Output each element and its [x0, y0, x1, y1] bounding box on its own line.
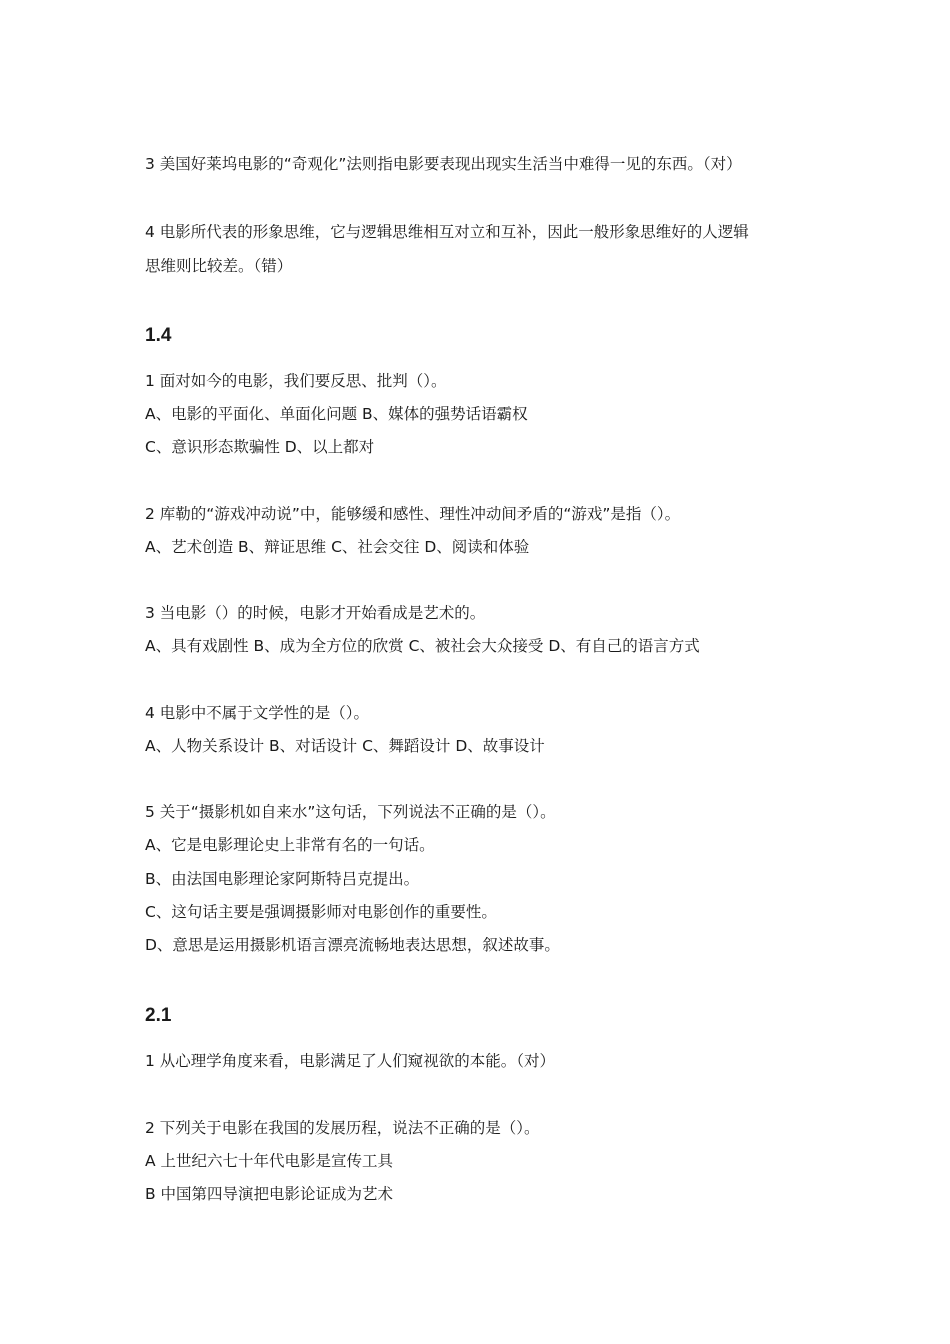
question-4-statement-line1: 4 电影所代表的形象思维，它与逻辑思维相互对立和互补，因此一般形象思维好的人逻辑 [145, 223, 749, 241]
question-3-statement: 3 美国好莱坞电影的“奇观化”法则指电影要表现出现实生活当中难得一见的东西。（对） [145, 155, 742, 173]
question-5-stem: 5 关于“摄影机如自来水”这句话，下列说法不正确的是（）。 [145, 803, 556, 821]
question-4-options: A、人物关系设计 B、对话设计 C、舞蹈设计 D、故事设计 [145, 737, 545, 755]
question-2-stem: 2 库勒的“游戏冲动说”中，能够缓和感性、理性冲动间矛盾的“游戏”是指（）。 [145, 505, 681, 523]
question-5-option-c: C、这句话主要是强调摄影师对电影创作的重要性。 [145, 903, 497, 921]
question-3-stem: 3 当电影（）的时候，电影才开始看成是艺术的。 [145, 604, 486, 622]
question-2-option-a-2-1: A 上世纪六七十年代电影是宣传工具 [145, 1152, 394, 1170]
question-5-option-a: A、它是电影理论史上非常有名的一句话。 [145, 836, 435, 854]
question-1-stem: 1 面对如今的电影，我们要反思、批判（）。 [145, 372, 447, 390]
question-2-option-b-2-1: B 中国第四导演把电影论证成为艺术 [145, 1185, 394, 1203]
section-heading-2-1: 2.1 [145, 1005, 172, 1026]
question-4-stem: 4 电影中不属于文学性的是（）。 [145, 704, 370, 722]
question-2-options: A、艺术创造 B、辩证思维 C、社会交往 D、阅读和体验 [145, 538, 530, 556]
question-1-options-row2: C、意识形态欺骗性 D、以上都对 [145, 438, 375, 456]
question-5-option-b: B、由法国电影理论家阿斯特吕克提出。 [145, 870, 420, 888]
question-4-statement-line2: 思维则比较差。（错） [145, 257, 293, 275]
question-2-stem-2-1: 2 下列关于电影在我国的发展历程，说法不正确的是（）。 [145, 1119, 540, 1137]
section-heading-1-4: 1.4 [145, 325, 172, 346]
question-5-option-d: D、意思是运用摄影机语言漂亮流畅地表达思想，叙述故事。 [145, 936, 560, 954]
question-1-statement-2-1: 1 从心理学角度来看，电影满足了人们窥视欲的本能。（对） [145, 1052, 556, 1070]
question-1-options-row1: A、电影的平面化、单面化问题 B、媒体的强势话语霸权 [145, 405, 528, 423]
question-3-options: A、具有戏剧性 B、成为全方位的欣赏 C、被社会大众接受 D、有自己的语言方式 [145, 637, 700, 655]
